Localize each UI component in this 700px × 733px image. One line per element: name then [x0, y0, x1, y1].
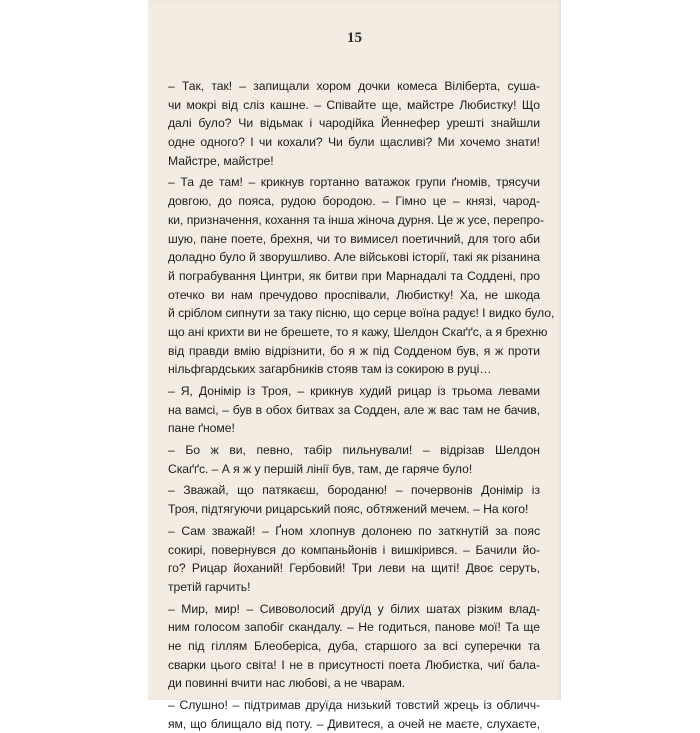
text-line: ним голосом запобіг скандалу. – Не годиться, панове мої! Та ще: [168, 620, 540, 635]
text-line: шую, пане поете, брехня, чи то вимисел поетичний, для того аби: [168, 231, 540, 246]
text-line: доладно було й зворушливо. Але військові історії, такі як різанина: [168, 250, 540, 265]
text-line: – Так, так! – запищали хором дочки комеса Віліберта, суша-: [168, 79, 540, 93]
text-line: чи мокрі від сліз кашне. – Співайте ще, майстре Любистку! Що: [168, 97, 540, 112]
text-line: від правди вмію відрізнити, бо я ж під Содденом був, я ж проти: [168, 343, 540, 358]
text-line: – Слушно! – підтримав друїда низький товстий жрець із обличч-: [168, 698, 540, 712]
text-line: – Сам зважай! – Ґном хлопнув долонею по заткнутій за пояс: [168, 523, 540, 538]
text-line: одне одного? І чи кохали? Чи були щасливі? Ми хочемо знати!: [168, 135, 540, 150]
text-line: Майстре, майстре!: [168, 153, 274, 168]
text-line: не під гіллям Блеоберіса, дуба, старшого за всі суперечки та: [168, 638, 540, 653]
text-line: на вамсі, – був в обох битвах за Содден, але ж вас там не бачив,: [168, 402, 540, 417]
text-line: – Мир, мир! – Сивоволосий друїд у білих шатах різким влад-: [168, 601, 540, 616]
text-line: довгою, до пояса, рудою бородою. – Гімно це – князі, чарод-: [168, 194, 540, 209]
text-line: – Бо ж ви, певно, табір пильнували! – відрізав Шелдон: [168, 443, 540, 458]
text-line: нільфгардських загарбників стояв там із сокирою в руці…: [168, 362, 492, 377]
text-line: ди повинні вчити нас любові, а не чварам.: [168, 676, 406, 691]
text-line: що ані крихти ви не брешете, то я кажу, Шелдон Скаґґс, а я брехню: [168, 324, 548, 339]
book-page: [148, 0, 561, 731]
text-line: – Зважай, що патякаєш, бороданю! – почервонів Донімір із: [168, 483, 540, 498]
page-number: 15: [347, 30, 362, 46]
text-line: третій гарчить!: [168, 579, 251, 594]
text-line: ям, що блищало від поту. – Дивитеся, а очей не маєте, слухаєте,: [168, 716, 540, 731]
text-line: – Та де там! – крикнув гортанно ватажок групи ґномів, трясучи: [168, 175, 540, 190]
text-line: й сріблом сипнути за таку пісню, що серце воїна радує! І видко було,: [168, 306, 555, 321]
text-line: сокирі, повернувся до компаньйонів і вишкірився. – Бачили йо-: [168, 542, 540, 557]
text-line: пане ґноме!: [168, 421, 235, 436]
body-text: [168, 77, 555, 733]
text-line: Скаґґс. – А я ж у першій лінії був, там, де гаряче було!: [168, 461, 473, 476]
text-line: Троя, підтягуючи рицарський пояс, обтяжений мечем. – На кого!: [168, 502, 529, 517]
text-line: ки, призначення, кохання та інша жіноча дурня. Це ж усе, перепро-: [168, 212, 544, 227]
text-line: отечко ви нам пречудово проспівали, Любистку! Ха, не шкода: [168, 287, 540, 302]
text-line: го? Рицар йоханий! Гербовий! Три леви на щиті! Двоє серуть,: [168, 561, 540, 576]
text-line: – Я, Донімір із Троя, – крикнув худий рицар із трьома левами: [168, 384, 540, 398]
text-line: сварки цього світа! І не в присутності поета Любистка, чиї бала-: [168, 657, 540, 672]
text-line: далі було? Чи відьмак і чародійка Йеннефер урешті знайшли: [168, 116, 540, 131]
text-line: й пограбування Цинтри, як битви при Марнадалі та Соддені, про: [168, 268, 540, 283]
